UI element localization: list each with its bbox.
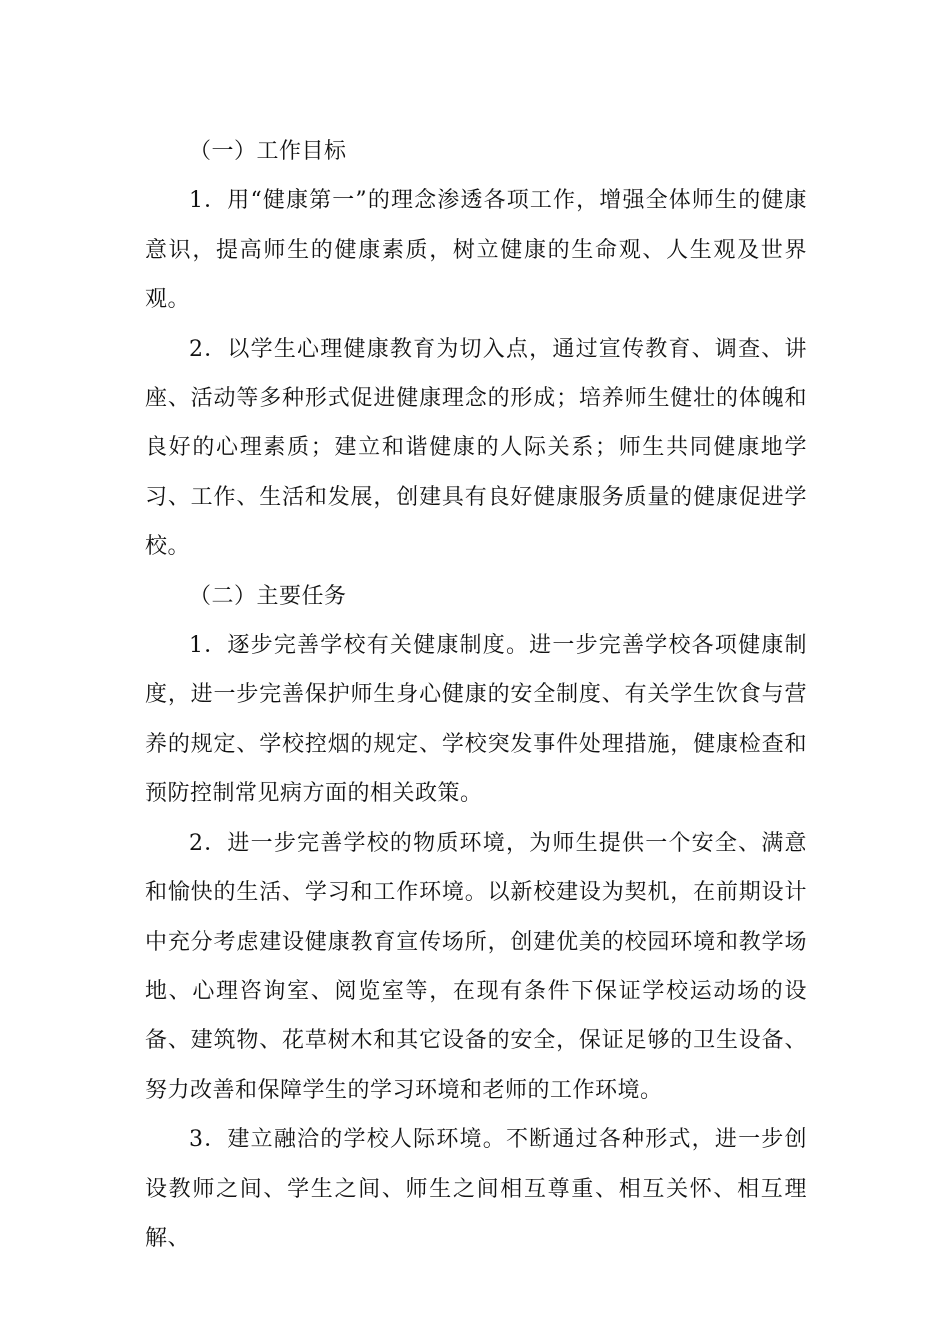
section-heading-goals: （一）工作目标 — [189, 139, 347, 164]
document-body — [145, 127, 807, 1263]
paragraph-task-3: 3．建立融洽的学校人际环境。不断通过各种形式，进一步创设教师之间、学生之间、师生之间相互尊重、相互关怀、相互理解、 — [145, 1127, 807, 1251]
paragraph-task-2: 2．进一步完善学校的物质环境，为师生提供一个安全、满意和愉快的生活、学习和工作环境。以新校建设为契机，在前期设计中充分考虑建设健康教育宣传场所，创建优美的校园环境和教学场地、心理咨询室、阅览室等，在现有条件下保证学校运动场的设备、建筑物、花草树木和其它设备的安全，保证足够的卫生设备、努力改善和保障学生的学习环境和老师的工作环境。 — [145, 830, 807, 1103]
paragraph-goal-2: 2．以学生心理健康教育为切入点，通过宣传教育、调查、讲座、活动等多种形式促进健康理念的形成；培养师生健壮的体魄和良好的心理素质；建立和谐健康的人际关系；师生共同健康地学习、工作、生活和发展，创建具有良好健康服务质量的健康促进学校。 — [145, 336, 807, 560]
paragraph-task-1: 1．逐步完善学校有关健康制度。进一步完善学校各项健康制度，进一步完善保护师生身心健康的安全制度、有关学生饮食与营养的规定、学校控烟的规定、学校突发事件处理措施，健康检查和预防控制常见病方面的相关政策。 — [145, 633, 807, 807]
section-heading-tasks: （二）主要任务 — [189, 583, 347, 609]
paragraph-goal-1: 1．用“健康第一”的理念渗透各项工作，增强全体师生的健康意识，提高师生的健康素质，树立健康的生命观、人生观及世界观。 — [145, 188, 807, 313]
